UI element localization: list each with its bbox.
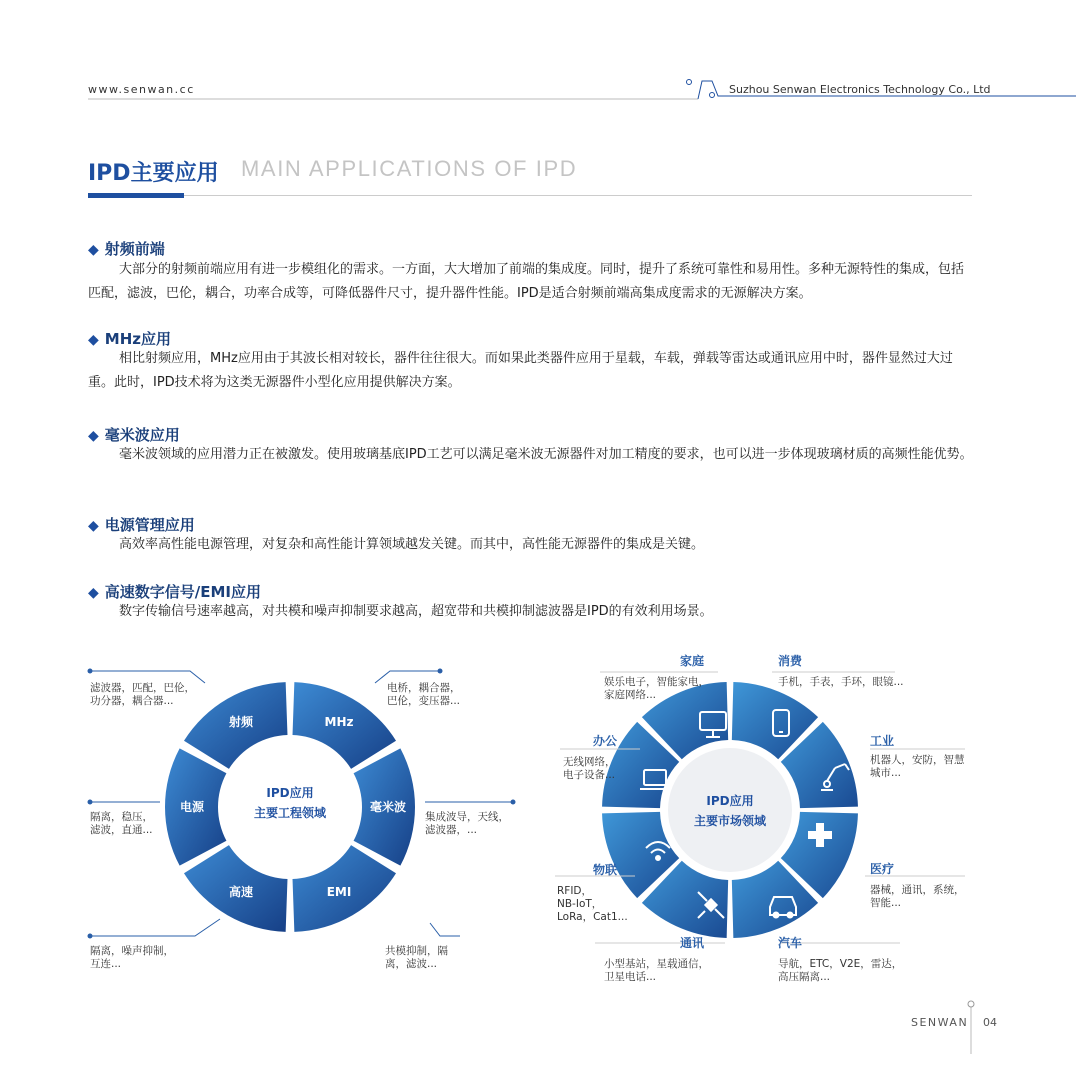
section-heading-rf: ◆ 射频前端 xyxy=(88,240,165,258)
segment-emi-label: EMI xyxy=(326,884,352,899)
mhz-applications-label: 电桥，耦合器， 巴伦，变压器... xyxy=(387,682,461,707)
segment-rf-label: 射频 xyxy=(228,715,254,730)
market-industry-title: 工业 xyxy=(870,734,895,748)
mmw-applications-label: 集成波导，天线， 滤波器，... xyxy=(425,811,509,836)
title-accent-bar xyxy=(88,193,184,198)
right-center-line1: IPD应用 xyxy=(706,794,754,808)
segment-mmw-label: 毫米波 xyxy=(369,800,407,814)
diamond-icon: ◆ xyxy=(88,518,99,534)
section-text-power: 高效率高性能电源管理，对复杂和高性能计算领域越发关键。而其中，高性能无源器件的集成是关键。 xyxy=(119,537,705,552)
market-iot-desc: RFID， NB-IoT， LoRa，Cat1... xyxy=(557,885,628,923)
diamond-icon: ◆ xyxy=(88,428,99,444)
segment-mhz-label: MHz xyxy=(324,715,354,730)
section-heading-mmw: ◆ 毫米波应用 xyxy=(88,426,180,444)
market-iot-title: 物联 xyxy=(593,863,618,877)
market-comm-desc: 小型基站，星载通信， 卫星电话... xyxy=(604,958,709,983)
left-center-line2: 主要工程领域 xyxy=(253,806,327,820)
page-title: IPD主要应用 xyxy=(88,161,219,186)
diamond-icon: ◆ xyxy=(88,585,99,601)
market-auto-title: 汽车 xyxy=(778,936,803,950)
page-title-english: MAIN APPLICATIONS OF IPD xyxy=(241,156,578,181)
diamond-icon: ◆ xyxy=(88,242,99,258)
section-heading-power: ◆ 电源管理应用 xyxy=(88,516,195,534)
section-heading-hsd: ◆ 高速数字信号/EMI应用 xyxy=(88,583,262,601)
right-center-line2: 主要市场领域 xyxy=(693,814,767,828)
market-medical-title: 医疗 xyxy=(870,862,895,876)
market-consumer-title: 消费 xyxy=(778,654,803,668)
segment-power-label: 电源 xyxy=(179,800,205,814)
rf-applications-label: 滤波器，匹配，巴伦， 功分器，耦合器... xyxy=(90,682,195,707)
section-text-mhz: 相比射频应用，MHz应用由于其波长相对较长，器件往往很大。而如果此类器件应用于星载，车载，弹载等雷达或通讯应用中时，器件显然过大过重。此时，IPD技术将为这类无源器件小型化应用提供解决方案。 xyxy=(88,351,953,390)
market-office-title: 办公 xyxy=(593,734,618,748)
section-text-hsd: 数字传输信号速率越高，对共模和噪声抑制要求越高，超宽带和共模抑制滤波器是IPD的有效利用场景。 xyxy=(119,604,713,619)
left-center-line1: IPD应用 xyxy=(266,786,314,800)
segment-hs-label: 高速 xyxy=(228,884,254,899)
emi-applications-label: 共模抑制，隔 离，滤波... xyxy=(385,945,448,970)
hs-applications-label: 隔离，噪声抑制， 互连... xyxy=(90,945,174,970)
section-text-mmw: 毫米波领域的应用潜力正在被激发。使用玻璃基底IPD工艺可以满足毫米波无源器件对加工精度的要求，也可以进一步体现玻璃材质的高频性能优势。 xyxy=(119,447,973,462)
footer-brand: SENWAN xyxy=(911,1016,969,1029)
company-name: Suzhou Senwan Electronics Technology Co., Ltd xyxy=(729,83,991,96)
section-text-rf: 大部分的射频前端应用有进一步模组化的需求。一方面，大大增加了前端的集成度。同时，提升了系统可靠性和易用性。多种无源特性的集成，包括匹配，滤波，巴伦，耦合，功率合成等，可降低器件尺寸，提升器件性能。IPD是适合射频前端高集成度需求的无源解决方案。 xyxy=(88,262,965,301)
market-comm-title: 通讯 xyxy=(680,936,705,950)
section-heading-mhz: ◆ MHz应用 xyxy=(88,330,171,348)
market-consumer-desc: 手机，手表，手环，眼镜... xyxy=(778,676,904,688)
title-divider xyxy=(88,195,972,196)
page-number: 04 xyxy=(983,1016,997,1029)
footer-divider xyxy=(964,998,978,1058)
market-medical-desc: 器械，通讯，系统， 智能... xyxy=(870,884,965,909)
header-line xyxy=(0,0,1080,110)
market-office-desc: 无线网络， 电子设备... xyxy=(563,756,616,781)
market-industry-desc: 机器人，安防，智慧 城市... xyxy=(870,754,965,779)
market-home-title: 家庭 xyxy=(680,654,705,668)
market-auto-desc: 导航，ETC，V2E，雷达， 高压隔离... xyxy=(778,958,903,983)
diamond-icon: ◆ xyxy=(88,332,99,348)
market-home-desc: 娱乐电子，智能家电， 家庭网络... xyxy=(604,676,709,701)
website-url: www.senwan.cc xyxy=(88,83,195,96)
power-applications-label: 隔离，稳压， 滤波，直通... xyxy=(90,811,153,836)
